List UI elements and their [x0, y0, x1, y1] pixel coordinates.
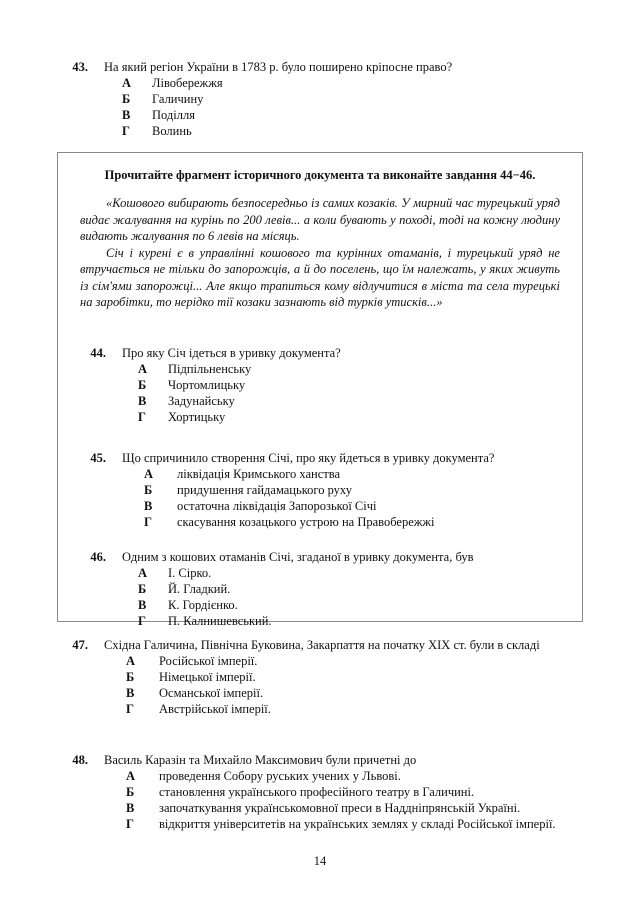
option-a[interactable]: [122, 466, 614, 482]
option-v-text: Поділля: [152, 108, 195, 122]
option-b-text: Галичину: [152, 92, 204, 106]
option-a-text: проведення Собору руських учених у Львові.: [159, 769, 401, 783]
option-v-letter: В: [138, 598, 147, 612]
option-b[interactable]: [104, 91, 634, 107]
option-b-letter: Б: [126, 670, 135, 684]
option-g[interactable]: [122, 514, 614, 530]
option-g-text: Хортицьку: [168, 410, 226, 424]
question-44-number: 44.: [90, 346, 106, 360]
option-v-text: Османської імперії.: [159, 686, 264, 700]
option-b[interactable]: [122, 581, 614, 597]
option-b-text: становлення українського професійного театру в Галичині.: [159, 785, 475, 799]
option-g-letter: Г: [138, 410, 146, 424]
option-v-text: започаткування українськомовної преси в Наддніпрянській Україні.: [159, 801, 521, 815]
option-g[interactable]: [104, 123, 634, 139]
option-v-letter: В: [144, 499, 153, 513]
option-b[interactable]: [104, 784, 640, 800]
option-a-letter: А: [144, 467, 154, 481]
question-47: [58, 637, 636, 717]
option-g-text: Волинь: [152, 124, 192, 138]
option-g-text: П. Калнишевський.: [168, 614, 272, 628]
question-46: [76, 549, 614, 629]
option-a-letter: А: [122, 76, 132, 90]
option-v-text: К. Гордієнко.: [168, 598, 238, 612]
option-b-letter: Б: [138, 582, 147, 596]
question-48: [58, 752, 640, 832]
option-a[interactable]: [104, 75, 634, 91]
option-g-text: відкриття університетів на українських землях у складі Російської імперії.: [159, 817, 556, 831]
document-quote: [80, 195, 560, 311]
option-v-text: Задунайську: [168, 394, 235, 408]
option-a[interactable]: [122, 361, 614, 377]
question-43-number: 43.: [72, 60, 88, 74]
question-44-text: Про яку Січ ідеться в уривку документа?: [122, 346, 341, 360]
option-a-letter: А: [138, 566, 148, 580]
option-b-letter: Б: [138, 378, 147, 392]
document-quote-paragraph-1: «Кошового вибирають безпосередньо із самих козаків. У мирний час турецький уряд видає жалування на курінь по 200 левів... а коли бувають у поході, тоді на кожну людину видають жалування по 6 левів на місяць.: [80, 196, 560, 243]
question-48-text: Василь Каразін та Михайло Максимович були причетні до: [104, 753, 417, 767]
question-45-text: Що спричинило створення Січі, про яку йдеться в уривку документа?: [122, 451, 495, 465]
option-b-letter: Б: [144, 483, 153, 497]
question-48-options: [104, 768, 640, 832]
option-g-letter: Г: [126, 817, 134, 831]
option-a[interactable]: [104, 653, 636, 669]
option-a[interactable]: [104, 768, 640, 784]
option-v-letter: В: [138, 394, 147, 408]
question-43-text: На який регіон України в 1783 р. було поширено кріпосне право?: [104, 60, 453, 74]
option-v[interactable]: [122, 498, 614, 514]
question-47-number: 47.: [72, 638, 88, 652]
option-v[interactable]: [104, 685, 636, 701]
question-44: [76, 345, 614, 425]
question-45-options: [122, 466, 614, 530]
option-a[interactable]: [122, 565, 614, 581]
question-48-number: 48.: [72, 753, 88, 767]
document-box-heading: Прочитайте фрагмент історичного документа та виконайте завдання 44−46.: [104, 168, 536, 182]
option-b-text: Німецької імперії.: [159, 670, 256, 684]
option-a-letter: А: [126, 654, 136, 668]
option-b-text: Чортомлицьку: [168, 378, 246, 392]
option-v[interactable]: [104, 107, 634, 123]
question-45-number: 45.: [90, 451, 106, 465]
option-v[interactable]: [122, 597, 614, 613]
option-g[interactable]: [104, 816, 640, 832]
document-quote-paragraph-2: Січ і курені є в управлінні кошового та курінних отаманів, і турецький уряд не втручається не тільки до запорожців, а й до поселень, що їм належать, у яких живуть із сім'ями запорожці... Але якщо трапиться кому відлучитися в міста та села турецькі на заробітки, то нерідко тії козаки зазнають від турків утисків...»: [80, 245, 560, 309]
question-47-options: [104, 653, 636, 717]
option-a-letter: А: [138, 362, 148, 376]
option-g-letter: Г: [122, 124, 130, 138]
option-v[interactable]: [104, 800, 640, 816]
option-a-text: Підпільненську: [168, 362, 252, 376]
option-a-text: І. Сірко.: [168, 566, 212, 580]
page-number: 14: [313, 854, 327, 868]
option-v[interactable]: [122, 393, 614, 409]
option-v-text: остаточна ліквідація Запорозької Січі: [177, 499, 377, 513]
option-g-letter: Г: [144, 515, 152, 529]
question-43: [58, 59, 634, 139]
option-a-text: Лівобережжя: [152, 76, 223, 90]
option-b[interactable]: [122, 482, 614, 498]
option-b-text: придушення гайдамацького руху: [177, 483, 352, 497]
option-b-letter: Б: [122, 92, 131, 106]
option-g[interactable]: [122, 613, 614, 629]
question-44-options: [122, 361, 614, 425]
option-v-letter: В: [126, 801, 135, 815]
question-46-number: 46.: [90, 550, 106, 564]
option-v-letter: В: [126, 686, 135, 700]
option-a-letter: А: [126, 769, 136, 783]
question-47-text: Східна Галичина, Північна Буковина, Закарпаття на початку XIX ст. були в складі: [104, 638, 540, 652]
option-b[interactable]: [122, 377, 614, 393]
option-b-letter: Б: [126, 785, 135, 799]
question-45: [76, 450, 614, 530]
option-g[interactable]: [122, 409, 614, 425]
option-b[interactable]: [104, 669, 636, 685]
option-a-text: Російської імперії.: [159, 654, 258, 668]
option-b-text: Й. Гладкий.: [168, 582, 231, 596]
question-46-options: [122, 565, 614, 629]
option-g-letter: Г: [126, 702, 134, 716]
question-43-options: [104, 75, 634, 139]
option-a-text: ліквідація Кримського ханства: [177, 467, 341, 481]
option-g-letter: Г: [138, 614, 146, 628]
option-g-text: Австрійської імперії.: [159, 702, 271, 716]
option-g[interactable]: [104, 701, 636, 717]
question-46-text: Одним з кошових отаманів Січі, згаданої в уривку документа, був: [122, 550, 474, 564]
option-g-text: скасування козацького устрою на Правобережжі: [177, 515, 435, 529]
document-fragment-box: [57, 152, 583, 628]
option-v-letter: В: [122, 108, 131, 122]
